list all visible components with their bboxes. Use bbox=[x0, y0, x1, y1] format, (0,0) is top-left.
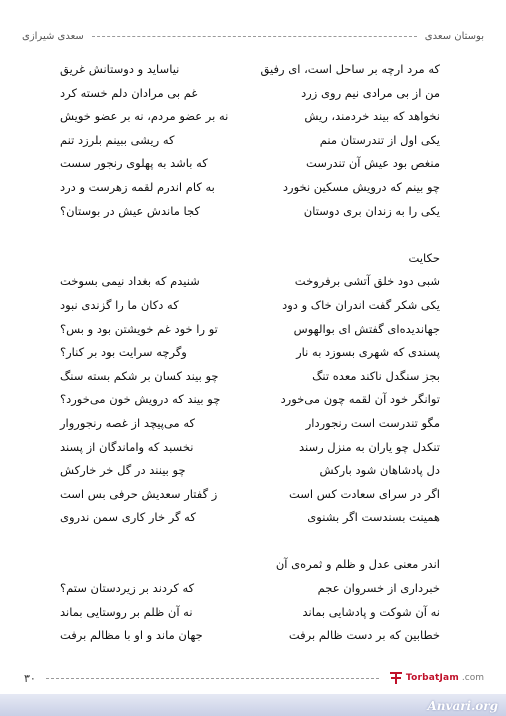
author-name: سعدی شیرازی bbox=[22, 30, 84, 42]
hemistich-left: که گر خار کاری سمن ندروی bbox=[60, 510, 196, 525]
hemistich-right: نخواهد که بیند خردمند، ریش bbox=[304, 109, 440, 124]
hemistich-left: شنیدم که بغداد نیمی بسوخت bbox=[60, 274, 200, 289]
page-number: ۳۰ bbox=[24, 671, 36, 685]
brand-name: TorbatJam bbox=[405, 673, 459, 683]
hemistich-left: چو بینند در گل خر خارکش bbox=[60, 463, 186, 478]
couplet bbox=[60, 436, 440, 460]
footer-divider bbox=[46, 678, 379, 679]
hemistich-right: همینت بسندست اگر بشنوی bbox=[307, 510, 440, 525]
hemistich-left: ز گفتار سعدیش حرفی بس است bbox=[60, 486, 218, 501]
couplet bbox=[60, 270, 440, 294]
couplet bbox=[60, 176, 440, 200]
hemistich-right: تنکدل چو یاران به منزل رسند bbox=[298, 439, 440, 454]
hemistich-right: بجز سنگدل ناکند معده تنگ bbox=[312, 368, 440, 383]
section-heading: اندر معنی عدل و ظلم و ثمره‌ی آن bbox=[275, 557, 440, 572]
hemistich-left: نه آن ظلم بر روستایی بماند bbox=[60, 604, 193, 619]
stanza bbox=[60, 58, 440, 223]
torbatjam-logo-icon bbox=[389, 671, 403, 685]
publisher-logo bbox=[389, 671, 484, 685]
watermark-bar bbox=[0, 694, 506, 716]
couplet bbox=[60, 129, 440, 153]
couplet bbox=[60, 412, 440, 436]
page-header bbox=[22, 28, 484, 44]
hemistich-left: به کام اندرم لقمه زهرست و درد bbox=[60, 179, 215, 194]
hemistich-right: منغص بود عیش آن تندرست bbox=[306, 156, 440, 171]
couplet bbox=[60, 365, 440, 389]
couplet bbox=[60, 601, 440, 625]
couplet bbox=[60, 152, 440, 176]
poem-body bbox=[60, 58, 440, 648]
couplet bbox=[60, 459, 440, 483]
hemistich-left: کجا ماندش عیش در بوستان؟ bbox=[60, 203, 200, 218]
hemistich-right: چو بینم که درویش مسکین نخورد bbox=[282, 179, 440, 194]
hemistich-right: خبرداری از خسروان عجم bbox=[317, 581, 440, 596]
book-title: بوستان سعدی bbox=[424, 30, 484, 42]
hemistich-left: نخسبد که واماندگان از پسند bbox=[60, 439, 194, 454]
hemistich-right: جهاندیده‌ای گفتش ای بوالهوس bbox=[293, 321, 440, 336]
hemistich-left: نیاساید و دوستانش غریق bbox=[60, 62, 180, 76]
hemistich-right: پسندی که شهری بسوزد به نار bbox=[296, 345, 440, 360]
hemistich-right: شبی دود خلق آتشی برفروخت bbox=[294, 274, 440, 289]
hemistich-left: چو بیند کسان بر شکم بسته سنگ bbox=[60, 368, 219, 383]
hemistich-right: که مرد ارچه بر ساحل است، ای رفیق bbox=[260, 62, 440, 76]
hemistich-left: که ریشی ببینم بلرزد تنم bbox=[60, 132, 175, 147]
header-divider bbox=[92, 36, 417, 37]
hemistich-right: نه آن شوکت و پادشایی بماند bbox=[302, 604, 440, 619]
hemistich-right: من از بی مرادی نیم روی زرد bbox=[301, 85, 440, 100]
couplet bbox=[60, 577, 440, 601]
couplet bbox=[60, 624, 440, 648]
stanza bbox=[60, 577, 440, 648]
hemistich-right: یکی اول از تندرستان منم bbox=[319, 132, 440, 147]
brand-domain: .com bbox=[461, 673, 484, 683]
hemistich-left: که می‌پیچد از غصه رنجوروار bbox=[60, 415, 196, 430]
section-heading: حکایت bbox=[408, 250, 440, 265]
hemistich-left: وگرچه سرایت بود بر کنار؟ bbox=[60, 345, 187, 360]
stanza bbox=[60, 270, 440, 530]
couplet bbox=[60, 105, 440, 129]
couplet bbox=[60, 506, 440, 530]
couplet bbox=[60, 341, 440, 365]
hemistich-left: که دکان ما را گزندی نبود bbox=[60, 297, 179, 312]
hemistich-right: دل پادشاهان شود بارکش bbox=[319, 463, 440, 478]
hemistich-left: که کردند بر زیردستان ستم؟ bbox=[60, 581, 195, 596]
hemistich-left: جهان ماند و او با مظالم برفت bbox=[60, 628, 203, 643]
couplet bbox=[60, 58, 440, 82]
hemistich-left: که باشد به پهلوی رنجور سست bbox=[60, 156, 208, 171]
hemistich-right: توانگر خود آن لقمه چون می‌خورد bbox=[280, 392, 440, 407]
couplet bbox=[60, 483, 440, 507]
couplet bbox=[60, 294, 440, 318]
hemistich-left: غم بی مرادان دلم خسته کرد bbox=[60, 85, 198, 100]
hemistich-right: یکی را به زندان بری دوستان bbox=[303, 203, 440, 218]
watermark-text: Anvari.org bbox=[427, 699, 498, 713]
hemistich-right: خطابین که بر دست ظالم برفت bbox=[288, 628, 440, 643]
hemistich-right: اگر در سرای سعادت کس است bbox=[288, 486, 440, 501]
hemistich-right: یکی شکر گفت اندران خاک و دود bbox=[282, 297, 440, 312]
couplet bbox=[60, 388, 440, 412]
hemistich-left: چو بیند که درویش خون می‌خورد؟ bbox=[60, 392, 221, 407]
couplet bbox=[60, 200, 440, 224]
hemistich-left: تو را خود غم خویشتن بود و بس؟ bbox=[60, 321, 218, 336]
couplet bbox=[60, 318, 440, 342]
page-footer bbox=[24, 668, 484, 688]
hemistich-left: نه بر عضو مردم، نه بر عضو خویش bbox=[60, 109, 229, 124]
hemistich-right: مگو تندرست است رنجوردار bbox=[305, 415, 440, 430]
couplet bbox=[60, 82, 440, 106]
